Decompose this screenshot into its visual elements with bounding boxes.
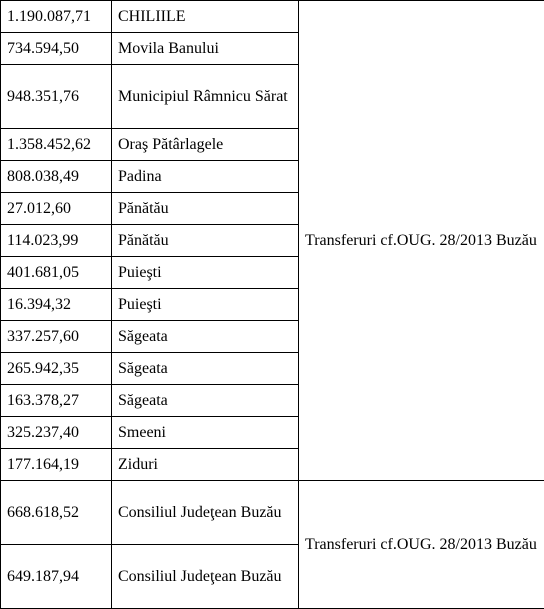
beneficiary-cell: Movila Banului bbox=[112, 33, 299, 65]
beneficiary-cell: Puieşti bbox=[112, 289, 299, 321]
amount-cell: 668.618,52 bbox=[1, 481, 112, 545]
amount-cell: 1.358.452,62 bbox=[1, 129, 112, 161]
amount-cell: 734.594,50 bbox=[1, 33, 112, 65]
beneficiary-cell: Smeeni bbox=[112, 417, 299, 449]
amount-cell: 325.237,40 bbox=[1, 417, 112, 449]
beneficiary-cell: Pănătău bbox=[112, 193, 299, 225]
beneficiary-cell: Săgeata bbox=[112, 353, 299, 385]
beneficiary-cell: Oraş Pătârlagele bbox=[112, 129, 299, 161]
amount-cell: 163.378,27 bbox=[1, 385, 112, 417]
amount-cell: 27.012,60 bbox=[1, 193, 112, 225]
amount-cell: 401.681,05 bbox=[1, 257, 112, 289]
beneficiary-cell: Pănătău bbox=[112, 225, 299, 257]
amount-cell: 808.038,49 bbox=[1, 161, 112, 193]
amount-cell: 16.394,32 bbox=[1, 289, 112, 321]
transfer-note-cell: Transferuri cf.OUG. 28/2013 Buzău bbox=[299, 481, 544, 609]
beneficiary-cell: Consiliul Judeţean Buzău bbox=[112, 481, 299, 545]
transfer-note-cell: Transferuri cf.OUG. 28/2013 Buzău bbox=[299, 1, 544, 481]
beneficiary-cell: Padina bbox=[112, 161, 299, 193]
beneficiary-cell: CHILIILE bbox=[112, 1, 299, 33]
beneficiary-cell: Municipiul Râmnicu Sărat bbox=[112, 65, 299, 129]
amount-cell: 337.257,60 bbox=[1, 321, 112, 353]
beneficiary-cell: Ziduri bbox=[112, 449, 299, 481]
beneficiary-cell: Consiliul Judeţean Buzău bbox=[112, 545, 299, 609]
beneficiary-cell: Săgeata bbox=[112, 385, 299, 417]
amount-cell: 114.023,99 bbox=[1, 225, 112, 257]
table-row bbox=[1, 1, 544, 33]
beneficiary-cell: Săgeata bbox=[112, 321, 299, 353]
beneficiary-cell: Puieşti bbox=[112, 257, 299, 289]
amount-cell: 649.187,94 bbox=[1, 545, 112, 609]
amount-cell: 948.351,76 bbox=[1, 65, 112, 129]
amount-cell: 265.942,35 bbox=[1, 353, 112, 385]
amount-cell: 1.190.087,71 bbox=[1, 1, 112, 33]
table-row bbox=[1, 481, 544, 545]
amount-cell: 177.164,19 bbox=[1, 449, 112, 481]
